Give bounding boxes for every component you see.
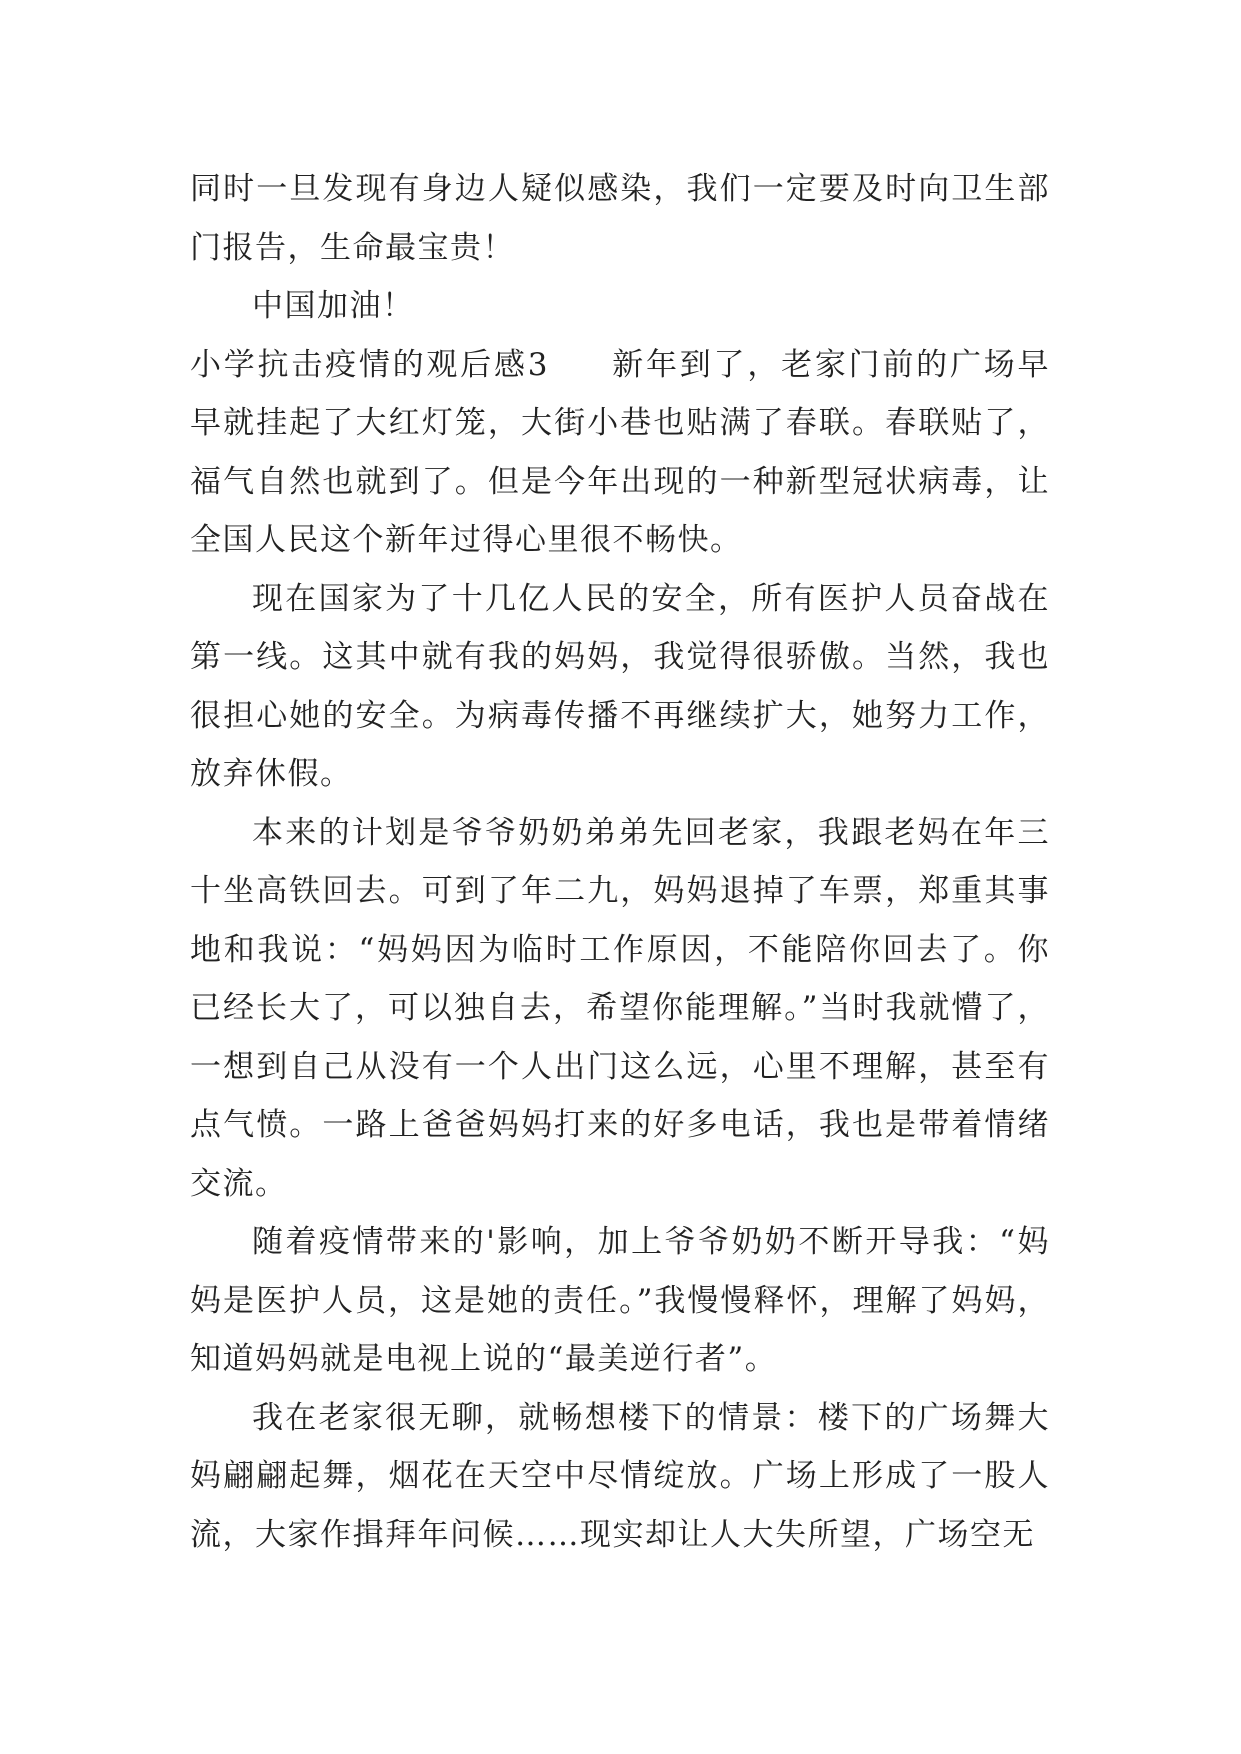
- section-start: [190, 336, 1050, 570]
- text-body: [190, 160, 1050, 1564]
- paragraph-continuation: 同时一旦发现有身边人疑似感染，我们一定要及时向卫生部门报告，生命最宝贵！: [190, 171, 1050, 266]
- paragraph: 我在老家很无聊，就畅想楼下的情景：楼下的广场舞大妈翩翩起舞，烟花在天空中尽情绽放。广场上形成了一股人流，大家作揖拜年问候……现实却让人大失所望，广场空无: [190, 1399, 1050, 1553]
- paragraph: 本来的计划是爷爷奶奶弟弟先回老家，我跟老妈在年三十坐高铁回去。可到了年二九，妈妈退掉了车票，郑重其事地和我说：“妈妈因为临时工作原因，不能陪你回去了。你已经长大了，可以独自去，希望你能理解。”当时我就懵了，一想到自己从没有一个人出门这么远，心里不理解，甚至有点气愤。一路上爸爸妈妈打来的好多电话，我也是带着情绪交流。: [190, 814, 1050, 1202]
- paragraph: 现在国家为了十几亿人民的安全，所有医护人员奋战在第一线。这其中就有我的妈妈，我觉得很骄傲。当然，我也很担心她的安全。为病毒传播不再继续扩大，她努力工作，放弃休假。: [190, 580, 1050, 792]
- section-title: 小学抗击疫情的观后感3: [190, 346, 549, 383]
- paragraph-china-cheer: 中国加油！: [252, 288, 415, 324]
- paragraph: 随着疫情带来的'影响，加上爷爷奶奶不断开导我：“妈妈是医护人员，这是她的责任。”我慢慢释怀，理解了妈妈，知道妈妈就是电视上说的“最美逆行者”。: [190, 1224, 1050, 1377]
- section-first-paragraph: 新年到了，老家门前的广场早早就挂起了大红灯笼，大街小巷也贴满了春联。春联贴了，福气自然也就到了。但是今年出现的一种新型冠状病毒，让全国人民这个新年过得心里很不畅快。: [190, 346, 1050, 558]
